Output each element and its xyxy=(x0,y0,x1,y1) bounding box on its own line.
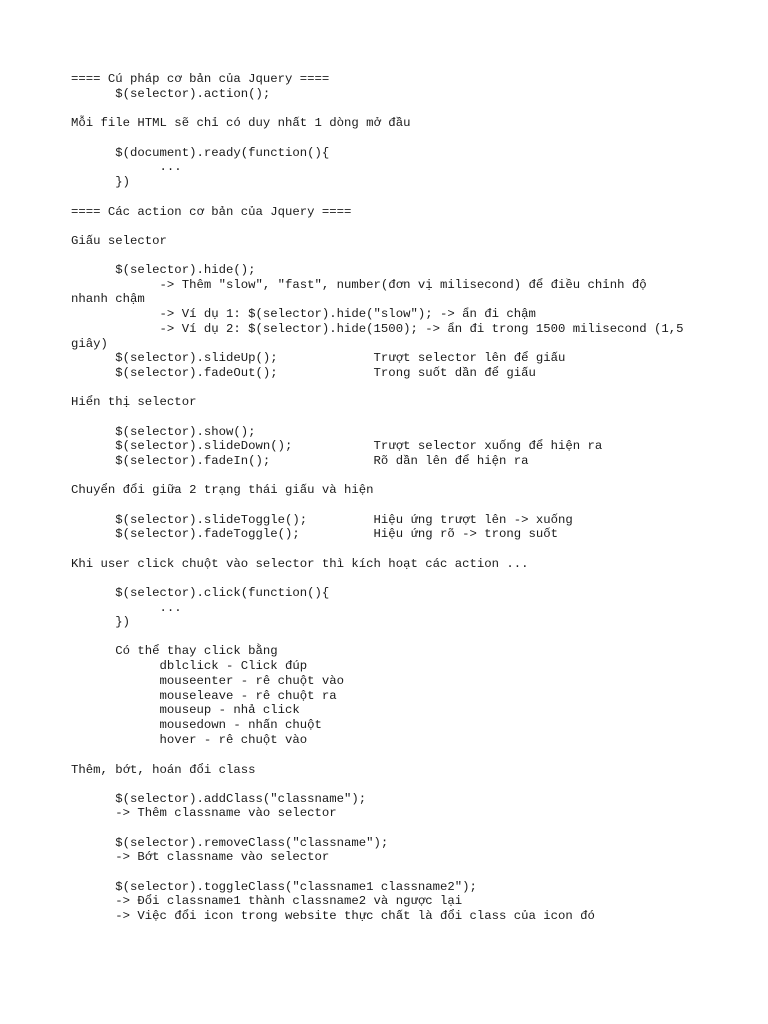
doc-line: ... xyxy=(71,601,182,615)
doc-line: $(selector).slideDown(); Trượt selector xuống để hiện ra xyxy=(71,439,603,453)
doc-line: Mỗi file HTML sẽ chỉ có duy nhất 1 dòng mở đầu xyxy=(71,116,411,130)
doc-line: mouseleave - rê chuột ra xyxy=(71,689,337,703)
doc-line: mouseenter - rê chuột vào xyxy=(71,674,345,688)
doc-line: ==== Cú pháp cơ bản của Jquery ==== xyxy=(71,72,330,86)
doc-line: $(selector).fadeOut(); Trong suốt dần để giấu xyxy=(71,366,536,380)
doc-line: $(document).ready(function(){ xyxy=(71,146,330,160)
doc-line: $(selector).click(function(){ xyxy=(71,586,330,600)
doc-line: dblclick - Click đúp xyxy=(71,659,308,673)
doc-line: }) xyxy=(71,175,131,189)
doc-line: $(selector).fadeIn(); Rõ dần lên để hiện ra xyxy=(71,454,529,468)
doc-line: -> Đổi classname1 thành classname2 và ngược lại xyxy=(71,894,463,908)
doc-line: $(selector).show(); xyxy=(71,425,256,439)
doc-line: $(selector).toggleClass("classname1 classname2"); xyxy=(71,880,477,894)
doc-line: }) xyxy=(71,615,131,629)
doc-line: -> Việc đổi icon trong website thực chất là đổi class của icon đó xyxy=(71,909,595,923)
doc-line: $(selector).slideUp(); Trượt selector lên để giấu xyxy=(71,351,566,365)
doc-line: Thêm, bớt, hoán đổi class xyxy=(71,763,256,777)
doc-line: Hiển thị selector xyxy=(71,395,197,409)
doc-line: -> Ví dụ 1: $(selector).hide("slow"); -> ẩn đi chậm xyxy=(71,307,536,321)
doc-line: ... xyxy=(71,160,182,174)
doc-line: giây) xyxy=(71,337,108,351)
doc-line: Chuyển đổi giữa 2 trạng thái giấu và hiện xyxy=(71,483,374,497)
doc-line: hover - rê chuột vào xyxy=(71,733,308,747)
doc-line: ==== Các action cơ bản của Jquery ==== xyxy=(71,205,352,219)
doc-line: -> Thêm classname vào selector xyxy=(71,806,337,820)
doc-line: -> Thêm "slow", "fast", number(đơn vị milisecond) để điều chỉnh độ xyxy=(71,278,647,292)
doc-line: Khi user click chuột vào selector thì kích hoạt các action ... xyxy=(71,557,529,571)
doc-line: $(selector).removeClass("classname"); xyxy=(71,836,389,850)
doc-line: -> Bớt classname vào selector xyxy=(71,850,330,864)
doc-line: $(selector).fadeToggle(); Hiệu ứng rõ -> trong suốt xyxy=(71,527,559,541)
doc-line: $(selector).action(); xyxy=(71,87,271,101)
doc-line: nhanh chậm xyxy=(71,292,145,306)
doc-line: Giấu selector xyxy=(71,234,167,248)
doc-line: -> Ví dụ 2: $(selector).hide(1500); -> ẩn đi trong 1500 milisecond (1,5 xyxy=(71,322,684,336)
doc-line: Có thể thay click bằng xyxy=(71,644,278,658)
doc-line: $(selector).slideToggle(); Hiệu ứng trượt lên -> xuống xyxy=(71,513,573,527)
doc-line: mouseup - nhả click xyxy=(71,703,300,717)
doc-line: $(selector).hide(); xyxy=(71,263,256,277)
doc-line: $(selector).addClass("classname"); xyxy=(71,792,367,806)
doc-line: mousedown - nhấn chuột xyxy=(71,718,322,732)
